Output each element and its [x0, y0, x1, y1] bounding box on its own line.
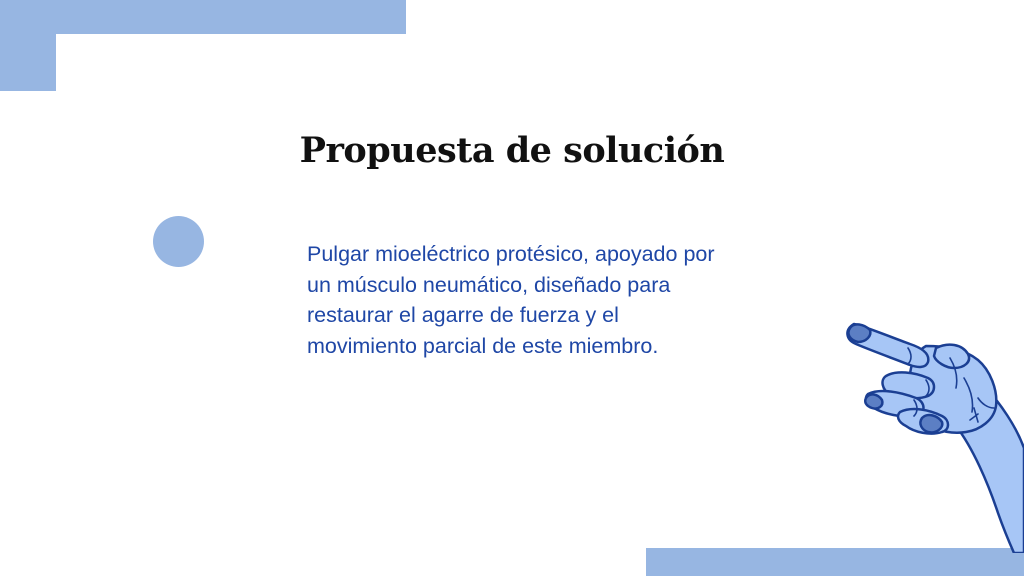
hand-fingertip	[848, 324, 870, 342]
decorative-circle	[153, 216, 204, 267]
decorative-top-bar	[0, 0, 406, 34]
slide-title: Propuesta de solución	[299, 130, 725, 171]
pointing-hand-icon	[838, 308, 1024, 553]
hand-fingertip	[865, 394, 882, 408]
hand-fingertip	[920, 415, 942, 432]
slide-body-text: Pulgar mioeléctrico protésico, apoyado por un músculo neumático, diseñado para restaurar el agarre de fuerza y el movimiento parcial de este miembro.	[307, 242, 715, 358]
decorative-top-block	[0, 0, 56, 91]
